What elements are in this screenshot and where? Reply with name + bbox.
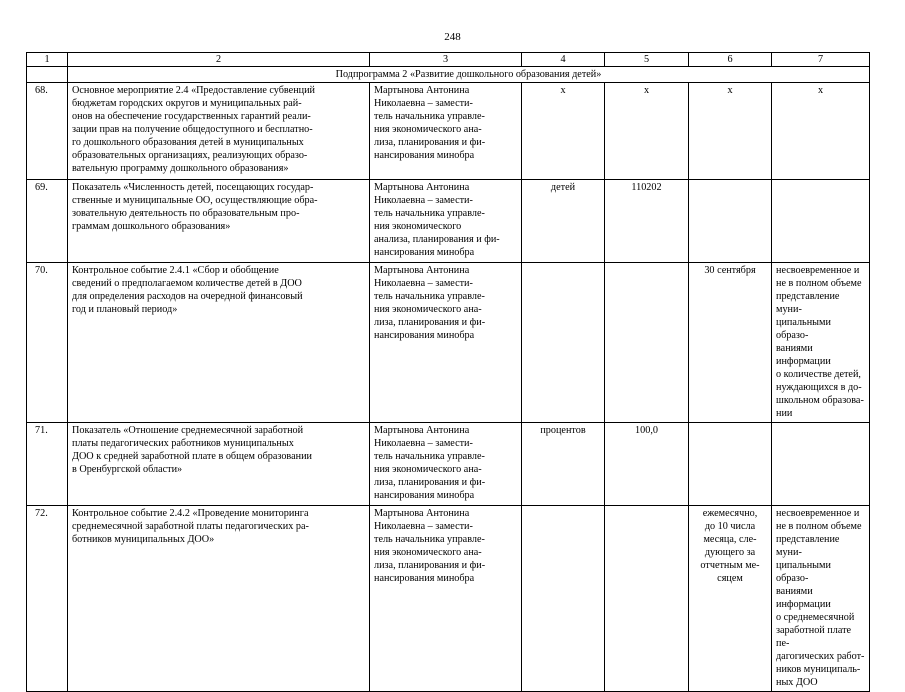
value-cell: х <box>605 83 689 180</box>
value-cell: 100,0 <box>605 423 689 506</box>
item-name: Контрольное событие 2.4.1 «Сбор и обобщение сведений о предполагаемом количестве детей в ДОО для определения расходов на очередной финансовый год и плановый период» <box>68 263 370 423</box>
column-number-row <box>27 53 870 67</box>
unit-cell <box>522 506 605 692</box>
risk-cell <box>772 423 870 506</box>
unit-cell: процентов <box>522 423 605 506</box>
item-name: Основное мероприятие 2.4 «Предоставление субвенций бюджетам городских округов и муниципальных рай- онов на обеспечение государственных гарантий реали- зации прав на получение общедоступного и бесплатно- го дошкольного образования детей в муниципальных образовательных организациях, реализующих образо- вательную программу дошкольного образования» <box>68 83 370 180</box>
value-cell <box>605 506 689 692</box>
risk-cell: несвоевременное и не в полном объеме представление муни- ципальными образо- ваниями информации о количестве детей, нуждающихся в до- школьном образова- нии <box>772 263 870 423</box>
page-number: 248 <box>444 31 461 43</box>
column-number: 3 <box>370 53 522 67</box>
row-number: 68. <box>27 83 68 180</box>
row-number: 69. <box>27 180 68 263</box>
column-number: 2 <box>68 53 370 67</box>
table-row <box>27 180 870 263</box>
column-number: 1 <box>27 53 68 67</box>
row-number: 72. <box>27 506 68 692</box>
deadline-cell <box>689 180 772 263</box>
table-row <box>27 83 870 180</box>
column-number: 5 <box>605 53 689 67</box>
deadline-cell: 30 сентября <box>689 263 772 423</box>
responsible-person: Мартынова Антонина Николаевна – замести- тель начальника управле- ния экономического анализа, планирования и фи- нансирования минобра <box>370 180 522 263</box>
unit-cell: детей <box>522 180 605 263</box>
value-cell: 110202 <box>605 180 689 263</box>
deadline-cell: х <box>689 83 772 180</box>
row-number: 70. <box>27 263 68 423</box>
subprogram-title: Подпрограмма 2 «Развитие дошкольного образования детей» <box>68 67 870 83</box>
item-name: Показатель «Отношение среднемесячной заработной платы педагогических работников муниципальных ДОО к средней заработной плате в общем образовании в Оренбургской области» <box>68 423 370 506</box>
unit-cell: х <box>522 83 605 180</box>
unit-cell <box>522 263 605 423</box>
table-row <box>27 423 870 506</box>
responsible-person: Мартынова Антонина Николаевна – замести- тель начальника управле- ния экономического ана- лиза, планирования и фи- нансирования минобра <box>370 83 522 180</box>
table-row <box>27 263 870 423</box>
subprogram-row <box>27 67 870 83</box>
responsible-person: Мартынова Антонина Николаевна – замести- тель начальника управле- ния экономического ана- лиза, планирования и фи- нансирования минобра <box>370 506 522 692</box>
risk-cell <box>772 180 870 263</box>
row-number: 71. <box>27 423 68 506</box>
deadline-cell: ежемесячно, до 10 числа месяца, сле- дующего за отчетным ме- сяцем <box>689 506 772 692</box>
value-cell <box>605 263 689 423</box>
item-name: Показатель «Численность детей, посещающих государ- ственные и муниципальные ОО, осуществляющие обра- зовательную деятельность по образовательным про- граммам дошкольного образования» <box>68 180 370 263</box>
responsible-person: Мартынова Антонина Николаевна – замести- тель начальника управле- ния экономического ана- лиза, планирования и фи- нансирования минобра <box>370 263 522 423</box>
responsible-person: Мартынова Антонина Николаевна – замести- тель начальника управле- ния экономического ана- лиза, планирования и фи- нансирования минобра <box>370 423 522 506</box>
column-number: 4 <box>522 53 605 67</box>
table-row <box>27 506 870 692</box>
program-table <box>26 52 870 692</box>
column-number: 6 <box>689 53 772 67</box>
deadline-cell <box>689 423 772 506</box>
risk-cell: несвоевременное и не в полном объеме представление муни- ципальными образо- ваниями информации о среднемесячной заработной плате пе- дагогических работ- ников муниципаль- ных ДОО <box>772 506 870 692</box>
column-number: 7 <box>772 53 870 67</box>
item-name: Контрольное событие 2.4.2 «Проведение мониторинга среднемесячной заработной платы педагогических ра- ботников муниципальных ДОО» <box>68 506 370 692</box>
risk-cell: х <box>772 83 870 180</box>
